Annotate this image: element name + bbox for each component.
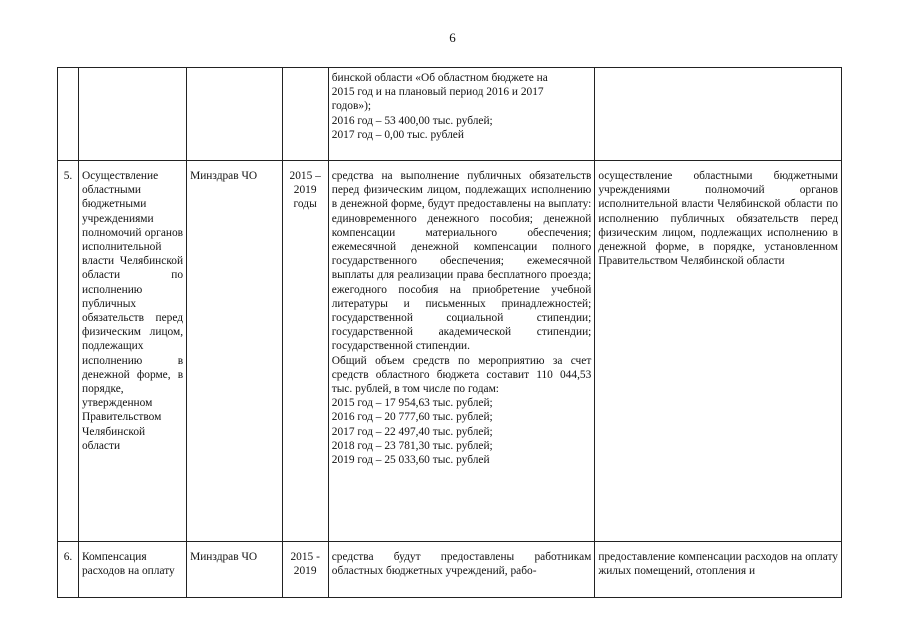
measure-year: 2018 год – 23 781,30 тыс. рублей; <box>331 439 493 452</box>
cell-executor <box>187 68 283 161</box>
row-number: 5. <box>58 161 79 542</box>
table-row-continuation <box>58 68 842 161</box>
row-number: 6. <box>58 542 79 598</box>
period: 2015 - 2019 <box>282 542 328 598</box>
measure-line: 2017 год – 0,00 тыс. рублей <box>331 128 464 141</box>
page-number: 6 <box>449 30 456 45</box>
measure-year: 2019 год – 25 033,60 тыс. рублей <box>331 454 490 467</box>
measure-year: 2016 год – 20 777,60 тыс. рублей; <box>331 411 493 424</box>
measure-text: средства на выполнение публичных обязательств перед физическим лицом, подлежащих исполнению в денежной форме, будут предоставлены на выплату: единовременного денежного пособия; денежной компенсации материального обеспечения; ежемесячной денежной компенсации полного государственного обеспечения; ежемесячной выплаты для реализации права бесплатного проезда; ежегодного пособия на приобретение учебной литературы и письменных принадлежностей; государственной социальной стипендии; государственной академической стипендии; государственной стипендии. <box>331 170 592 353</box>
measure-line: 2015 год и на плановый период 2016 и 2017 <box>331 86 544 99</box>
period: 2015 – 2019 годы <box>282 161 328 542</box>
measure-description: средства будут предоставлены работникам областных бюджетных учреждений, рабо- <box>328 542 595 598</box>
measure-line: годов»); <box>331 100 372 113</box>
expected-result: предоставление компенсации расходов на оплату жилых помещений, отопления и <box>595 542 842 598</box>
cell-number <box>58 68 79 161</box>
measure-name: Осуществление областными бюджетными учреждениями полномочий органов исполнительной власти Челябинской области по исполнению публичных обязательств перед физическим лицом, подлежащих исполнению в денежной форме, в порядке, утвержденном Правительством Челябинской области <box>78 161 186 542</box>
measure-total: Общий объем средств по мероприятию за счет средств областного бюджета составит 110 044,53 тыс. рублей, в том числе по годам: <box>331 354 592 396</box>
measure-name: Компенсация расходов на оплату <box>78 542 186 598</box>
executor: Минздрав ЧО <box>187 161 283 542</box>
cell-name <box>78 68 186 161</box>
measure-line: 2016 год – 53 400,00 тыс. рублей; <box>331 114 493 127</box>
measure-year: 2015 год – 17 954,63 тыс. рублей; <box>331 397 493 410</box>
measure-description <box>328 161 595 542</box>
measure-year: 2017 год – 22 497,40 тыс. рублей; <box>331 425 493 438</box>
measure-line: бинской области «Об областном бюджете на <box>331 72 548 84</box>
cell-period <box>282 68 328 161</box>
executor: Минздрав ЧО <box>187 542 283 598</box>
expected-result: осуществление областными бюджетными учреждениями полномочий органов исполнительной власти Челябинской области по исполнению публичных обязательств перед физическим лицом, подлежащих исполнению в денежной форме, в порядке, установленном Правительством Челябинской области <box>595 161 842 542</box>
cell-result <box>595 68 842 161</box>
table-row-5 <box>58 161 842 542</box>
table-row-6 <box>58 542 842 598</box>
measures-table <box>57 67 842 598</box>
cell-measure <box>328 68 595 161</box>
